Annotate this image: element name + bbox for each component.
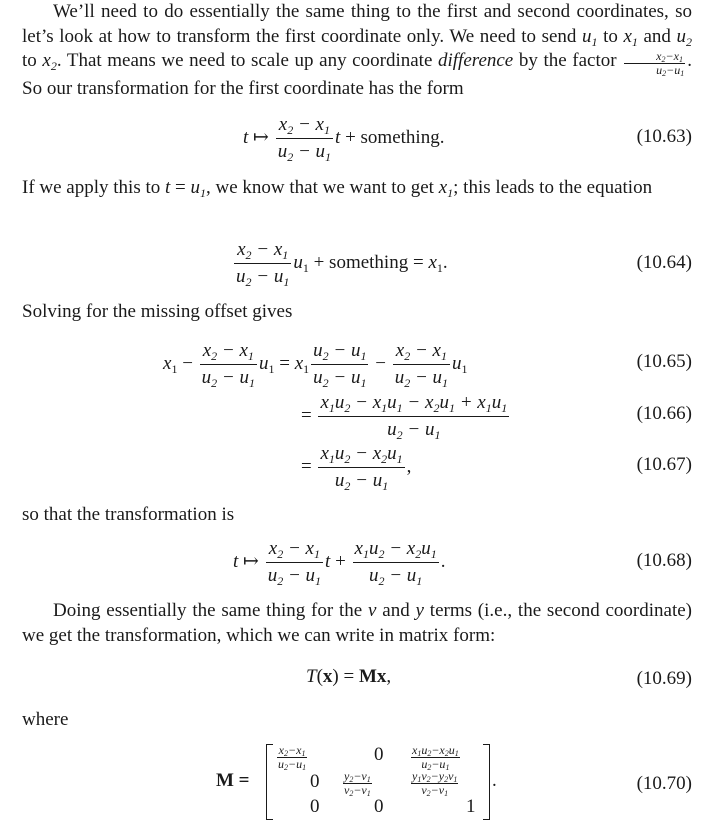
paragraph-solving: Solving for the missing offset gives: [22, 301, 293, 322]
equation-10-63: t ↦ $\frac{x_2 - x_1}{u_2 - u_1}$ t + something.: [243, 114, 445, 164]
matrix-cell-r2c1: 0: [310, 771, 320, 792]
matrix-cell-r3c1: 0: [310, 796, 320, 817]
matrix-symbol: M =: [216, 770, 250, 791]
equation-label: (10.66): [636, 403, 692, 424]
equation-label: (10.67): [636, 454, 692, 475]
equation-10-64: $\frac{x_2 - x_1}{u_2 - u_1}$ $u_1$ + something = $x_1$.: [236, 239, 448, 289]
matrix-cell-r2c2: $\frac{y_2-v_1}{v_2-v_1}$: [344, 769, 371, 798]
equation-10-68: t ↦ $\frac{x_2 - x_1}{u_2 - u_1}$ t + $\frac{x_1u_2 - x_2u_1}{u_2 - u_1}$ .: [233, 538, 446, 588]
paragraph-apply: If we apply this to $t = u_1$, we know that we want to get $x_1$; this leads to the equation: [22, 177, 653, 200]
equation-10-66: = $\frac{x_1u_2 - x_1u_1 - x_2u_1 + x_1u_1}{u_2 - u_1}$: [301, 392, 508, 442]
var-u2: $u_2$: [676, 25, 692, 49]
fraction-scale: $\frac{x_2 - x_1}{u_2 - u_1}$: [277, 114, 332, 164]
paragraph-transformation: so that the transformation is: [22, 504, 235, 525]
matrix-cell-r1c1: $\frac{x_2-x_1}{u_2-u_1}$: [278, 743, 307, 772]
matrix-cell-r3c3: 1: [466, 796, 476, 817]
var-x2: $x_2$: [42, 50, 57, 73]
equation-10-69: T(x) = Mx,: [306, 666, 392, 687]
equation-label: (10.70): [636, 773, 692, 794]
matrix-cell-r2c3: $\frac{y_1v_2-y_2v_1}{v_2-v_1}$: [412, 769, 458, 798]
matrix-period: .: [492, 770, 497, 791]
equation-10-67: = $\frac{x_1u_2 - x_2u_1}{u_2 - u_1}$ ,: [301, 443, 412, 493]
matrix-m: [266, 744, 490, 820]
equation-label: (10.64): [636, 252, 692, 273]
paragraph-intro: We’ll need to do essentially the same thing to the first and second coordinates, so let’s look at how to transform the first coordinate only. We need to send $u_1$ to $x_1$ and $u_2$ to $x_2$. That means we need to scale up any coordinate difference by the factor $\frac{x_2-x_1}{u_2-u_1}$ . So our transformation for the first coordinate has the form: [22, 1, 693, 99]
emphasis-difference: difference: [437, 50, 514, 71]
var-u1: $u_1$: [582, 25, 598, 49]
paragraph-where: where: [22, 709, 69, 730]
matrix-cell-r1c2: 0: [374, 744, 384, 765]
equation-label: (10.65): [636, 351, 692, 372]
paragraph-second-coordinate: Doing essentially the same thing for the v and y terms (i.e., the second coordinate) we get the transformation, which we can write in matrix form:: [22, 600, 693, 646]
var-x1: $x_1$: [623, 25, 638, 49]
matrix-cell-r1c3: $\frac{x_1u_2-x_2u_1}{u_2-u_1}$: [412, 743, 459, 772]
equation-10-65: $x_1$ − $\frac{x_2 - x_1}{u_2 - u_1}$ $u_1 = x_1$ $\frac{u_2 - u_1}{u_2 - u_1}$ − $\frac{x_2 - x_1}{u_2 - u_1}$ $u_1$: [163, 340, 468, 390]
equation-label: (10.68): [636, 550, 692, 571]
inline-factor-fraction: $\frac{x_2-x_1}{u_2-u_1}$: [624, 50, 685, 77]
equation-label: (10.69): [636, 668, 692, 689]
equation-label: (10.63): [636, 126, 692, 147]
matrix-cell-r3c2: 0: [374, 796, 384, 817]
